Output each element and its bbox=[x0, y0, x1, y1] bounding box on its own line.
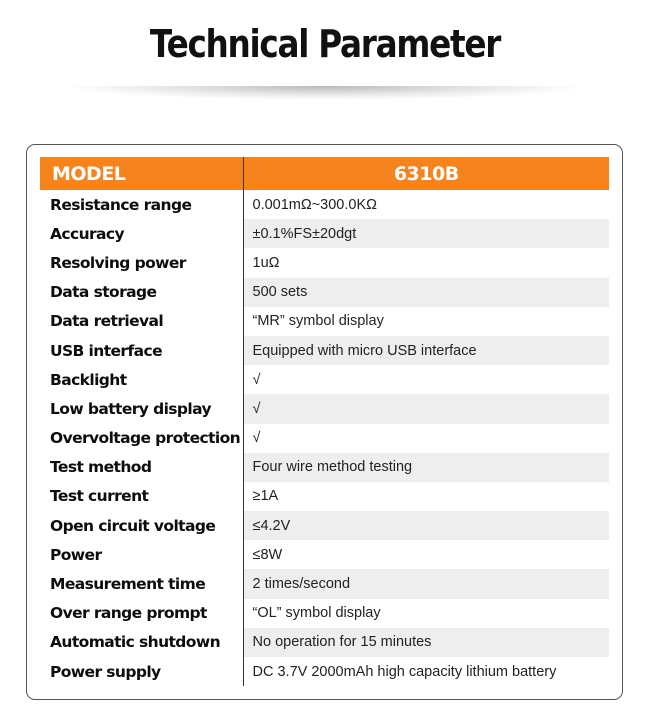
table-row bbox=[40, 628, 609, 657]
row-label: Power supply bbox=[40, 657, 243, 686]
row-value: ≤4.2V bbox=[243, 511, 609, 540]
row-label: Resistance range bbox=[40, 190, 243, 219]
row-value: 2 times/second bbox=[243, 569, 609, 598]
table-row bbox=[40, 540, 609, 569]
row-value: DC 3.7V 2000mAh high capacity lithium battery bbox=[252, 663, 557, 680]
table-row bbox=[40, 365, 609, 394]
row-label: Backlight bbox=[40, 365, 243, 394]
table-row bbox=[40, 336, 609, 365]
row-label: USB interface bbox=[40, 336, 243, 365]
table-row bbox=[40, 424, 609, 453]
row-label: Data storage bbox=[40, 278, 243, 307]
table-row bbox=[40, 599, 609, 628]
row-label: Over range prompt bbox=[40, 599, 243, 628]
row-label: Power bbox=[40, 540, 243, 569]
table-row bbox=[40, 219, 609, 248]
table-header-row bbox=[40, 157, 609, 190]
row-value: No operation for 15 minutes bbox=[243, 628, 609, 657]
row-value: ≤8W bbox=[252, 546, 283, 563]
table-row bbox=[40, 569, 609, 598]
table-row bbox=[40, 511, 609, 540]
title-shadow-divider bbox=[60, 86, 590, 100]
row-value: “MR” symbol display bbox=[252, 313, 384, 330]
row-value: 0.001mΩ~300.0KΩ bbox=[252, 196, 377, 213]
row-value: Four wire method testing bbox=[243, 453, 609, 482]
row-label: Automatic shutdown bbox=[40, 628, 243, 657]
row-label: Test current bbox=[40, 482, 243, 511]
row-value: 1uΩ bbox=[252, 254, 280, 271]
row-value: 500 sets bbox=[243, 278, 609, 307]
row-label: Overvoltage protection bbox=[40, 424, 243, 453]
row-label: Resolving power bbox=[40, 248, 243, 277]
row-label: Low battery display bbox=[40, 394, 243, 423]
table-row bbox=[40, 657, 609, 686]
row-value: Equipped with micro USB interface bbox=[243, 336, 609, 365]
row-value: √ bbox=[252, 371, 261, 388]
table-row bbox=[40, 394, 609, 423]
row-value: ≥1A bbox=[252, 488, 279, 505]
table-row bbox=[40, 307, 609, 336]
page-title: Technical Parameter bbox=[149, 22, 501, 66]
row-value: √ bbox=[252, 430, 261, 447]
row-label: Test method bbox=[40, 453, 243, 482]
table-row bbox=[40, 190, 609, 219]
header-label-cell: MODEL bbox=[40, 157, 243, 190]
row-value: “OL” symbol display bbox=[252, 605, 381, 622]
table-row bbox=[40, 482, 609, 511]
row-value: ±0.1%FS±20dgt bbox=[243, 219, 609, 248]
table-row bbox=[40, 248, 609, 277]
row-label: Open circuit voltage bbox=[40, 511, 243, 540]
row-label: Data retrieval bbox=[40, 307, 243, 336]
table-row bbox=[40, 453, 609, 482]
header-model-cell: 6310B bbox=[243, 157, 609, 190]
spec-table bbox=[40, 157, 609, 686]
row-value: √ bbox=[243, 394, 609, 423]
table-row bbox=[40, 278, 609, 307]
row-label: Measurement time bbox=[40, 569, 243, 598]
row-label: Accuracy bbox=[40, 219, 243, 248]
